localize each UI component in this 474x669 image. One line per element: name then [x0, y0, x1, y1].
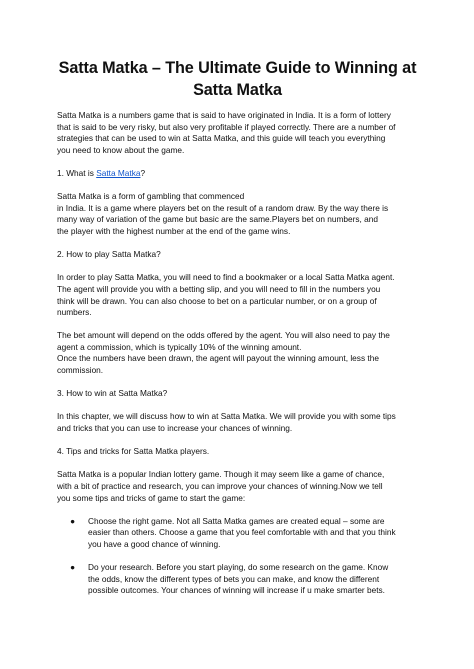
text-line: In this chapter, we will discuss how to win at Satta Matka. We will provide you with some tips	[57, 411, 396, 422]
text-line: possible outcomes. Your chances of winning will increase if u make smarter bets.	[88, 585, 385, 596]
text-line: in India. It is a game where players bet on the result of a random draw. By the way there is	[57, 202, 389, 213]
text-line: Choose the right game. Not all Satta Matka games are created equal – some are	[88, 515, 385, 526]
text-line: commission.	[57, 365, 104, 376]
section-4-paragraph	[57, 469, 418, 504]
title-line: Satta Matka	[193, 81, 282, 99]
section-2-paragraph	[57, 330, 418, 376]
text-line: Satta Matka is a form of gambling that commenced	[57, 191, 245, 202]
text-line: Satta Matka is a numbers game that is said to have originated in India. It is a form of lottery	[57, 110, 391, 120]
text-line: The bet amount will depend on the odds offered by the agent. You will also need to pay the	[57, 330, 390, 341]
text-line: think will be drawn. You can also choose to bet on a particular number, or on a group of	[57, 295, 377, 306]
text-line: Satta Matka is a popular Indian lottery game. Though it may seem like a game of chance,	[57, 469, 385, 480]
text-line: that is said to be very risky, but also very profitable if played correctly. There are a number of	[57, 121, 396, 132]
text-line: the odds, know the different types of bets you can make, and know the different	[88, 573, 380, 584]
section-2-heading: 2. How to play Satta Matka?	[57, 249, 161, 260]
section-3-paragraph	[57, 411, 418, 434]
text-line: you have a good chance of winning.	[88, 538, 221, 549]
list-item	[57, 516, 418, 551]
document-body	[57, 110, 418, 597]
text-line: strategies that can be used to win at Satta Matka, and this guide will teach you everything	[57, 133, 386, 144]
heading-prefix: 1. What is	[57, 167, 97, 178]
section-2-paragraph	[57, 272, 418, 318]
text-line: easier than others. Choose a game that you feel comfortable with and that you think	[88, 527, 396, 538]
text-line: you some tips and tricks of game to start the game:	[57, 492, 246, 503]
text-line: The agent will provide you with a betting slip, and you will need to fill in the numbers you	[57, 283, 381, 294]
text-line: agent a commission, which is typically 10% of the winning amount.	[57, 341, 302, 352]
section-1-paragraph	[57, 191, 418, 237]
text-line: you need to know about the game.	[57, 144, 185, 155]
text-line: In order to play Satta Matka, you will need to find a bookmaker or a local Satta Matka agent.	[57, 272, 395, 283]
section-3-heading: 3. How to win at Satta Matka?	[57, 388, 168, 399]
list-item	[57, 562, 418, 597]
text-line: and tricks that you can use to increase your chances of winning.	[57, 423, 293, 434]
document-title	[57, 0, 418, 101]
tips-list	[57, 516, 418, 597]
bullet-icon: ●	[70, 515, 76, 526]
section-1-heading	[57, 168, 418, 180]
text-line: many way of variation of the game but basic are the same.Players bet on numbers, and	[57, 214, 378, 225]
text-line: the player with the highest number at the end of the game wins.	[57, 225, 291, 236]
title-line: Satta Matka – The Ultimate Guide to Winning at	[58, 59, 417, 77]
text-line: with a bit of practice and research, you can improve your chances of winning.Now we tell	[57, 481, 383, 491]
text-line: numbers.	[57, 307, 92, 318]
section-4-heading: 4. Tips and tricks for Satta Matka players.	[57, 446, 210, 457]
heading-suffix: ?	[140, 167, 146, 178]
intro-paragraph	[57, 110, 418, 156]
text-line: Do your research. Before you start playing, do some research on the game. Know	[88, 562, 389, 573]
bullet-icon: ●	[70, 562, 76, 573]
satta-matka-link[interactable]: Satta Matka	[96, 167, 141, 178]
text-line: Once the numbers have been drawn, the agent will payout the winning amount, less the	[57, 353, 379, 364]
